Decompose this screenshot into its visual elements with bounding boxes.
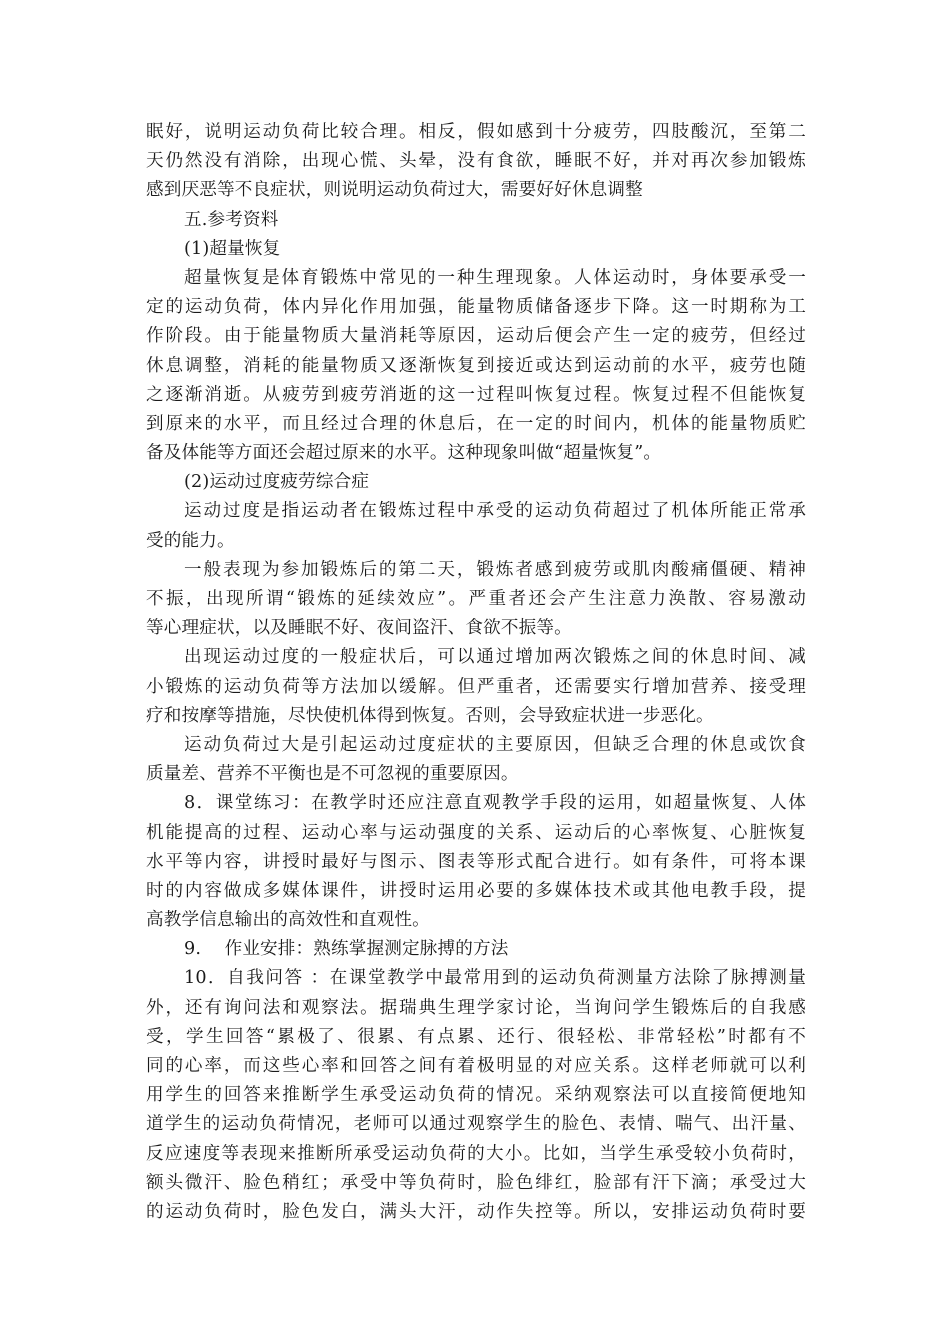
text-line: 质量差、营养不平衡也是不可忽视的重要原因。 xyxy=(146,764,519,785)
text-line: 受的能力。 xyxy=(146,530,235,551)
text-line: 水平等内容，讲授时最好与图示、图表等形式配合进行。如有条件，可将本课 xyxy=(146,851,806,872)
text-line: (2)运动过度疲劳综合症 xyxy=(184,472,370,493)
text-line: 到原来的水平，而且经过合理的休息后，在一定的时间内，机体的能量物质贮 xyxy=(146,413,806,434)
text-line: 超量恢复是体育锻炼中常见的一种生理现象。人体运动时，身体要承受一 xyxy=(184,267,806,288)
text-line: 反应速度等表现来推断所承受运动负荷的大小。比如，当学生承受较小负荷时， xyxy=(146,1143,806,1164)
text-line: 疗和按摩等措施，尽快使机体得到恢复。否则，会导致症状进一步恶化。 xyxy=(146,705,714,726)
text-line: 10．自我问答 ：在课堂教学中最常用到的运动负荷测量方法除了脉搏测量 xyxy=(184,968,806,989)
text-line: 眠好，说明运动负荷比较合理。相反，假如感到十分疲劳，四肢酸沉，至第二 xyxy=(146,122,806,142)
text-line: 不振，出现所谓“锻炼的延续效应”。严重者还会产生注意力涣散、容易激动 xyxy=(146,589,806,609)
text-line: 出现运动过度的一般症状后，可以通过增加两次锻炼之间的休息时间、减 xyxy=(184,647,806,668)
text-line: 8．课堂练习：在教学时还应注意直观教学手段的运用，如超量恢复、人体 xyxy=(184,793,806,814)
text-line: 定的运动负荷，体内异化作用加强，能量物质储备逐步下降。这一时期称为工 xyxy=(146,297,806,318)
text-line: 运动负荷过大是引起运动过度症状的主要原因，但缺乏合理的休息或饮食 xyxy=(184,734,806,755)
text-line: 用学生的回答来推断学生承受运动负荷的情况。采纳观察法可以直接简便地知 xyxy=(146,1085,806,1106)
text-line: (1)超量恢复 xyxy=(184,238,281,259)
text-line: 休息调整，消耗的能量物质又逐渐恢复到接近或达到运动前的水平，疲劳也随 xyxy=(146,355,806,376)
text-line: 五.参考资料 xyxy=(184,209,279,230)
text-line: 外，还有询问法和观察法。据瑞典生理学家讨论，当询问学生锻炼后的自我感 xyxy=(146,997,806,1018)
text-line: 运动过度是指运动者在锻炼过程中承受的运动负荷超过了机体所能正常承 xyxy=(184,501,806,522)
text-line: 感到厌恶等不良症状，则说明运动负荷过大，需要好好休息调整 xyxy=(146,180,643,201)
text-line: 机能提高的过程、运动心率与运动强度的关系、运动后的心率恢复、心脏恢复 xyxy=(146,822,806,843)
text-line: 等心理症状，以及睡眠不好、夜间盗汗、食欲不振等。 xyxy=(146,618,572,639)
text-line: 9. 作业安排：熟练掌握测定脉搏的方法 xyxy=(184,939,509,960)
text-line: 同的心率，而这些心率和回答之间有着极明显的对应关系。这样老师就可以利 xyxy=(146,1056,806,1076)
text-line: 高教学信息输出的高效性和直观性。 xyxy=(146,910,430,931)
text-line: 作阶段。由于能量物质大量消耗等原因，运动后便会产生一定的疲劳，但经过 xyxy=(146,326,806,347)
text-line: 小锻炼的运动负荷等方法加以缓解。但严重者，还需要实行增加营养、接受理 xyxy=(146,676,806,697)
text-line: 受，学生回答“累极了、很累、有点累、还行、很轻松、非常轻松”时都有不 xyxy=(146,1026,806,1047)
text-line: 额头微汗、脸色稍红；承受中等负荷时，脸色绯红，脸部有汗下滴；承受过大 xyxy=(146,1172,806,1193)
text-line: 一般表现为参加锻炼后的第二天，锻炼者感到疲劳或肌肉酸痛僵硬、精神 xyxy=(184,559,806,580)
text-line: 之逐渐消逝。从疲劳到疲劳消逝的这一过程叫恢复过程。恢复过程不但能恢复 xyxy=(146,384,806,405)
text-line: 备及体能等方面还会超过原来的水平。这种现象叫做“超量恢复”。 xyxy=(146,443,662,464)
text-line: 道学生的运动负荷情况，老师可以通过观察学生的脸色、表情、喘气、出汗量、 xyxy=(146,1114,806,1135)
document-page xyxy=(146,118,806,1227)
text-line: 的运动负荷时，脸色发白，满头大汗，动作失控等。所以，安排运动负荷时要 xyxy=(146,1201,806,1222)
text-line: 天仍然没有消除，出现心慌、头晕，没有食欲，睡眠不好，并对再次参加锻炼 xyxy=(146,151,806,172)
text-line: 时的内容做成多媒体课件，讲授时运用必要的多媒体技术或其他电教手段，提 xyxy=(146,880,806,901)
